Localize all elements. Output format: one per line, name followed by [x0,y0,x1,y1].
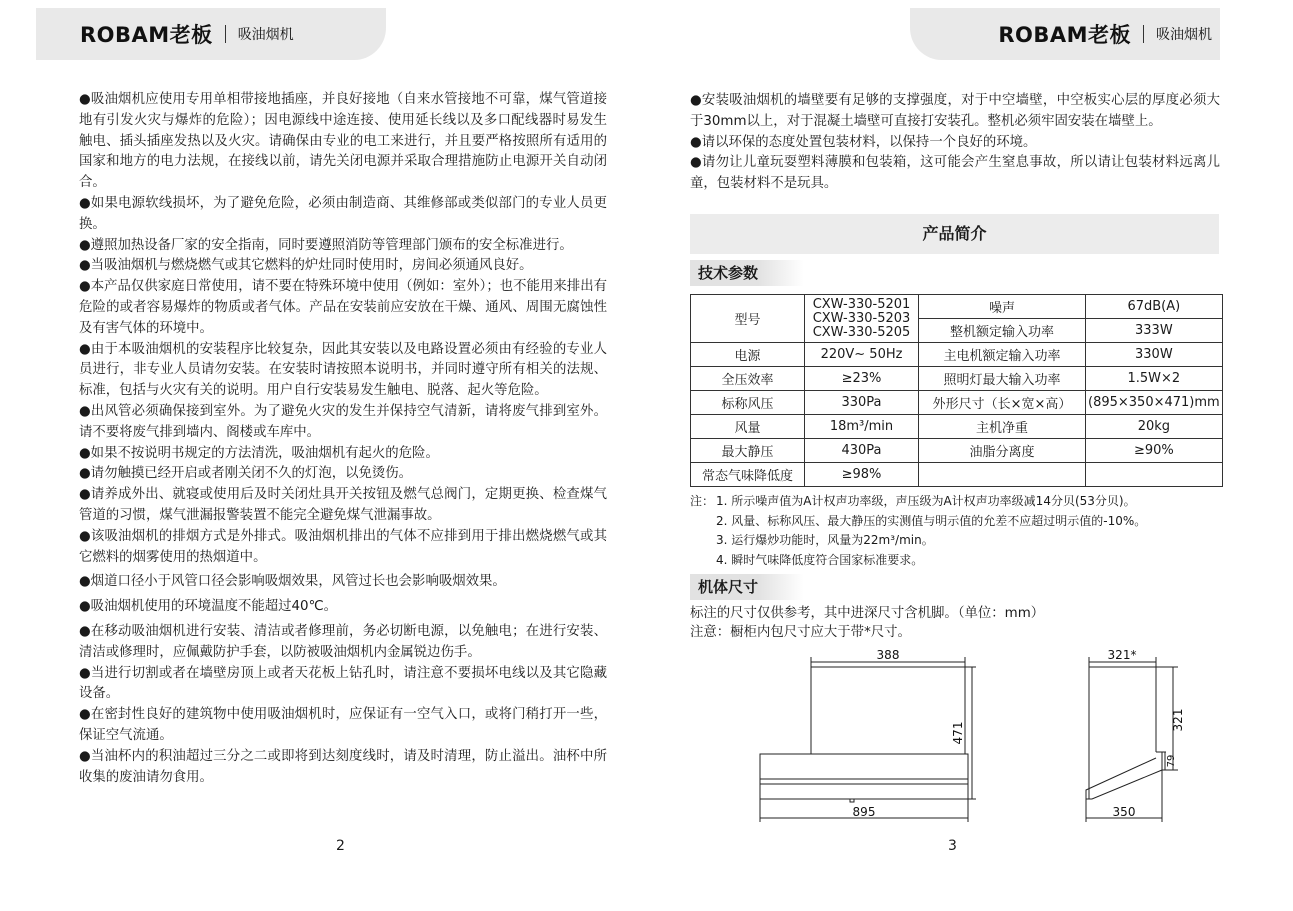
front-view-drawing [760,657,976,822]
dim-label-top-depth: 321* [1107,648,1137,662]
dimension-note: 标注的尺寸仅供参考，其中进深尺寸含机脚。（单位：mm） [690,606,1045,621]
table-cell: 油脂分离度 [919,439,1086,463]
table-cell: 330Pa [805,391,919,415]
table-cell: 1.5W×2 [1086,367,1223,391]
table-cell: (895×350×471)mm [1086,391,1223,415]
dim-label-small: 79 [1166,754,1177,768]
safety-paragraph: ●由于本吸油烟机的安装程序比较复杂，因此其安装以及电路设置必须由有经验的专业人员进行，非专业人员请勿安装。在安装时请按照本说明书，并同时遵守所有相关的法规、标准，包括与火灾有关的说明。用户自行安装易发生触电、脱落、起火等危险。 [79,341,607,399]
table-cell: 220V~ 50Hz [805,343,919,367]
table-cell: ≥23% [805,367,919,391]
table-cell: 外形尺寸（长×宽×高） [919,391,1086,415]
dim-label-base-width: 895 [852,805,876,819]
dim-label-side-height: 321 [1171,708,1185,732]
table-cell: 风量 [691,415,805,439]
table-cell: 型号 [691,295,805,343]
dimension-note: 注意：橱柜内包尺寸应大于带*尺寸。 [690,625,911,640]
table-cell: 333W [1086,319,1223,343]
section-title: 产品简介 [690,214,1219,254]
safety-paragraph: ●当进行切割或者在墙壁房顶上或者天花板上钻孔时，请注意不要损坏电线以及其它隐藏设备。 [79,665,607,702]
safety-paragraph: ●如果电源软线损坏，为了避免危险，必须由制造商、其维修部或类似部门的专业人员更换。 [79,195,607,232]
safety-paragraph: ●遵照加热设备厂家的安全指南，同时要遵照消防等管理部门颁布的安全标准进行。 [79,237,573,253]
install-paragraph: ●请勿让儿童玩耍塑料薄膜和包装箱，这可能会产生窒息事故，所以请让包装材料远离儿童，包装材料不是玩具。 [690,155,1220,192]
safety-paragraph: ●烟道口径小于风管口径会影响吸烟效果，风管过长也会影响吸烟效果。 [79,574,506,590]
dimension-heading: 机体尺寸 [690,574,804,600]
side-view-drawing [1086,657,1178,822]
safety-paragraph: ●本产品仅供家庭日常使用，请不要在特殊环境中使用（例如：室外）；也不能用来排出有危险的或者容易爆炸的物质或者气体。产品在安装前应安放在干燥、通风、周围无腐蚀性及有害气体的环境中。 [79,279,607,336]
safety-instructions [79,90,607,788]
table-cell: 标称风压 [691,391,805,415]
safety-paragraph: ●当吸油烟机与燃烧燃气或其它燃料的炉灶同时使用时，房间必须通风良好。 [79,258,533,274]
left-page [0,0,646,911]
header-divider [225,25,226,43]
safety-paragraph: ●吸油烟机应使用专用单相带接地插座，并良好接地（自来水管接地不可靠，煤气管道接地有引发火灾与爆炸的危险）；因电源线中途连接、使用延长线以及多口配线器时易发生触电、插头插座发热以及火灾。请确保由专业的电工来进行，并且要严格按照所有适用的国家和地方的电力法规，在接线以前，请先关闭电源并采取合理措施防止电源开关自动闭合。 [79,92,607,191]
table-cell: 20kg [1086,415,1223,439]
table-cell: 18m³/min [805,415,919,439]
safety-paragraph: ●吸油烟机使用的环境温度不能超过40℃。 [79,599,338,615]
page-header [36,8,386,60]
safety-paragraph: ●在移动吸油烟机进行安装、清洁或者修理前，务必切断电源，以免触电；在进行安装、清洁或修理时，应佩戴防护手套，以防被吸油烟机内金属锐边伤手。 [79,623,607,660]
table-cell: 常态气味降低度 [691,463,805,487]
note-text: 1. 所示噪声值为A计权声功率级，声压级为A计权声功率级减14分贝(53分贝)。 [716,494,1136,508]
safety-paragraph: ●该吸油烟机的排烟方式是外排式。吸油烟机排出的气体不应排到用于排出燃烧燃气或其它燃料的烟雾使用的热烟道中。 [79,528,607,565]
page-number: 2 [336,838,345,854]
safety-paragraph: ●在密封性良好的建筑物中使用吸油烟机时，应保证有一空气入口，或将门稍打开一些，保证空气流通。 [79,707,607,743]
dimension-drawing [646,0,1293,911]
safety-paragraph: ●请勿触摸已经开启或者刚关闭不久的灯泡，以免烫伤。 [79,466,413,482]
table-cell: 330W [1086,343,1223,367]
right-page [646,0,1293,911]
brand-logo: ROBAM老板 [998,23,1131,47]
safety-paragraph: ●当油杯内的积油超过三分之二或即将到达刻度线时，请及时清理，防止溢出。油杯中所收集的废油请勿食用。 [79,748,607,785]
table-cell: 电源 [691,343,805,367]
safety-paragraph: ●出风管必须确保接到室外。为了避免火灾的发生并保持空气清新，请将废气排到室外。请不要将废气排到墙内、阁楼或车库中。 [79,403,607,440]
dim-label-width: 388 [876,648,900,662]
product-category: 吸油烟机 [1156,27,1212,43]
brand-logo: ROBAM老板 [80,23,213,47]
note-text: 2. 风量、标称风压、最大静压的实测值与明示值的允差不应超过明示值的-10%。 [716,513,1147,528]
table-cell: 照明灯最大输入功率 [919,367,1086,391]
table-cell: 最大静压 [691,439,805,463]
table-cell: 67dB(A) [1086,295,1223,319]
table-cell: 主电机额定输入功率 [919,343,1086,367]
model-number: CXW-330-5201 [812,296,911,312]
install-paragraph: ●请以环保的态度处置包装材料，以保持一个良好的环境。 [690,134,1037,150]
dim-label-height: 471 [951,721,965,745]
page-number: 3 [948,838,957,854]
product-category: 吸油烟机 [237,27,294,43]
model-number: CXW-330-5205 [812,324,911,340]
note-text: 3. 运行爆炒功能时，风量为22m³/min。 [716,533,934,547]
table-cell: 主机净重 [919,415,1086,439]
model-number: CXW-330-5203 [812,310,911,326]
safety-paragraph: ●如果不按说明书规定的方法清洗，吸油烟机有起火的危险。 [79,445,439,461]
table-cell: 噪声 [919,295,1086,319]
table-cell: ≥90% [1086,439,1223,463]
table-cell: 430Pa [805,439,919,463]
spec-heading: 技术参数 [690,260,804,286]
table-cell: 整机额定输入功率 [919,319,1086,343]
safety-paragraph: ●请养成外出、就寝或使用后及时关闭灶具开关按钮及燃气总阀门，定期更换、检查煤气管道的习惯，煤气泄漏报警装置不能完全避免煤气泄漏事故。 [79,487,607,523]
note-prefix: 注： [690,494,715,508]
note-text: 4. 瞬时气味降低度符合国家标准要求。 [716,552,924,567]
table-cell: 全压效率 [691,367,805,391]
table-cell: ≥98% [805,463,919,487]
dim-label-depth: 350 [1112,805,1136,819]
install-paragraph: ●安装吸油烟机的墙壁要有足够的支撑强度，对于中空墙壁，中空板实心层的厚度必须大于30mm以上，对于混凝土墙壁可直接打安装孔。整机必须牢固安装在墙壁上。 [690,93,1220,129]
